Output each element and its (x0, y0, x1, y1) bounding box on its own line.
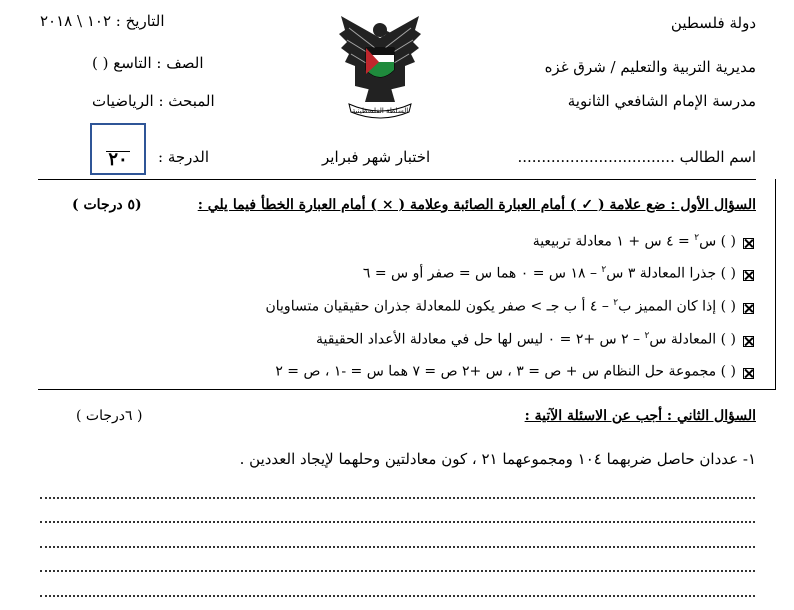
q1-item-5: ( ) مجموعة حل النظام س + ص = ٣ ، س +٢ ص = ٧ هما س = -١ ، ص = ٢ (275, 363, 736, 380)
checkbox-2[interactable] (743, 270, 754, 281)
exam-title: اختبار شهر فبراير (322, 148, 431, 166)
q1-points: (٥ درجات ) (72, 197, 142, 213)
answer-line[interactable] (40, 546, 755, 548)
q2-title: السؤال الثاني : أجب عن الاسئلة الآتية : (524, 408, 756, 424)
directorate-name: مديرية التربية والتعليم / شرق غزه (544, 58, 756, 76)
country-name: دولة فلسطين (670, 14, 756, 32)
answer-line[interactable] (40, 595, 755, 597)
checkbox-5[interactable] (743, 368, 754, 379)
q1-item-1: ( ) س$^٢$ = ٤ س + ١ معادلة تربيعية (532, 233, 736, 250)
q1-item-3: ( ) إذا كان المميز ب$^٢$ – ٤ أ ب جـ > صفر يكون للمعادلة جذران حقيقيان متساويان (265, 298, 736, 315)
grade-label: الدرجة : (158, 148, 209, 166)
answer-line[interactable] (40, 570, 755, 572)
q1-title: السؤال الأول : ضع علامة ( ✓ ) أمام العبارة الصائبة وعلامة ( × ) أمام العبارة الخطأ فيما يلي : (197, 197, 756, 213)
header-separator (38, 179, 756, 180)
grade-box (90, 123, 146, 175)
class-grade: الصف : التاسع ( ) (92, 54, 204, 72)
answer-line[interactable] (40, 497, 755, 499)
q1-right-border (775, 179, 776, 389)
q1-item-4: ( ) المعادلة س$^٢$ – ٢ س +٢ = ٠ ليس لها حل في معادلة الأعداد الحقيقية (316, 331, 736, 348)
school-name: مدرسة الإمام الشافعي الثانوية (567, 92, 756, 110)
q2-points: ( ٦درجات ) (76, 408, 143, 424)
grade-total: ٢٠ (108, 149, 128, 170)
checkbox-1[interactable] (743, 238, 754, 249)
q1-item-2: ( ) جذرا المعادلة ٣ س$^٢$ – ١٨ س = ٠ هما س = صفر أو س = ٦ (362, 265, 736, 282)
emblem-caption: السلطة الفلسطينية (351, 107, 409, 115)
checkbox-3[interactable] (743, 303, 754, 314)
exam-date: التاريخ : ١٠٢ \ ٢٠١٨ (40, 12, 165, 30)
checkbox-4[interactable] (743, 336, 754, 347)
section-separator (38, 389, 776, 390)
student-name-field: اسم الطالب ................................. (517, 148, 756, 166)
answer-line[interactable] (40, 521, 755, 523)
emblem-icon (335, 8, 425, 120)
q2-item-1: ١- عددان حاصل ضربهما ١٠٤ ومجموعهما ٢١ ، كون معادلتين وحلهما لإيجاد العددين . (239, 450, 756, 468)
subject-name: المبحث : الرياضيات (92, 92, 215, 110)
